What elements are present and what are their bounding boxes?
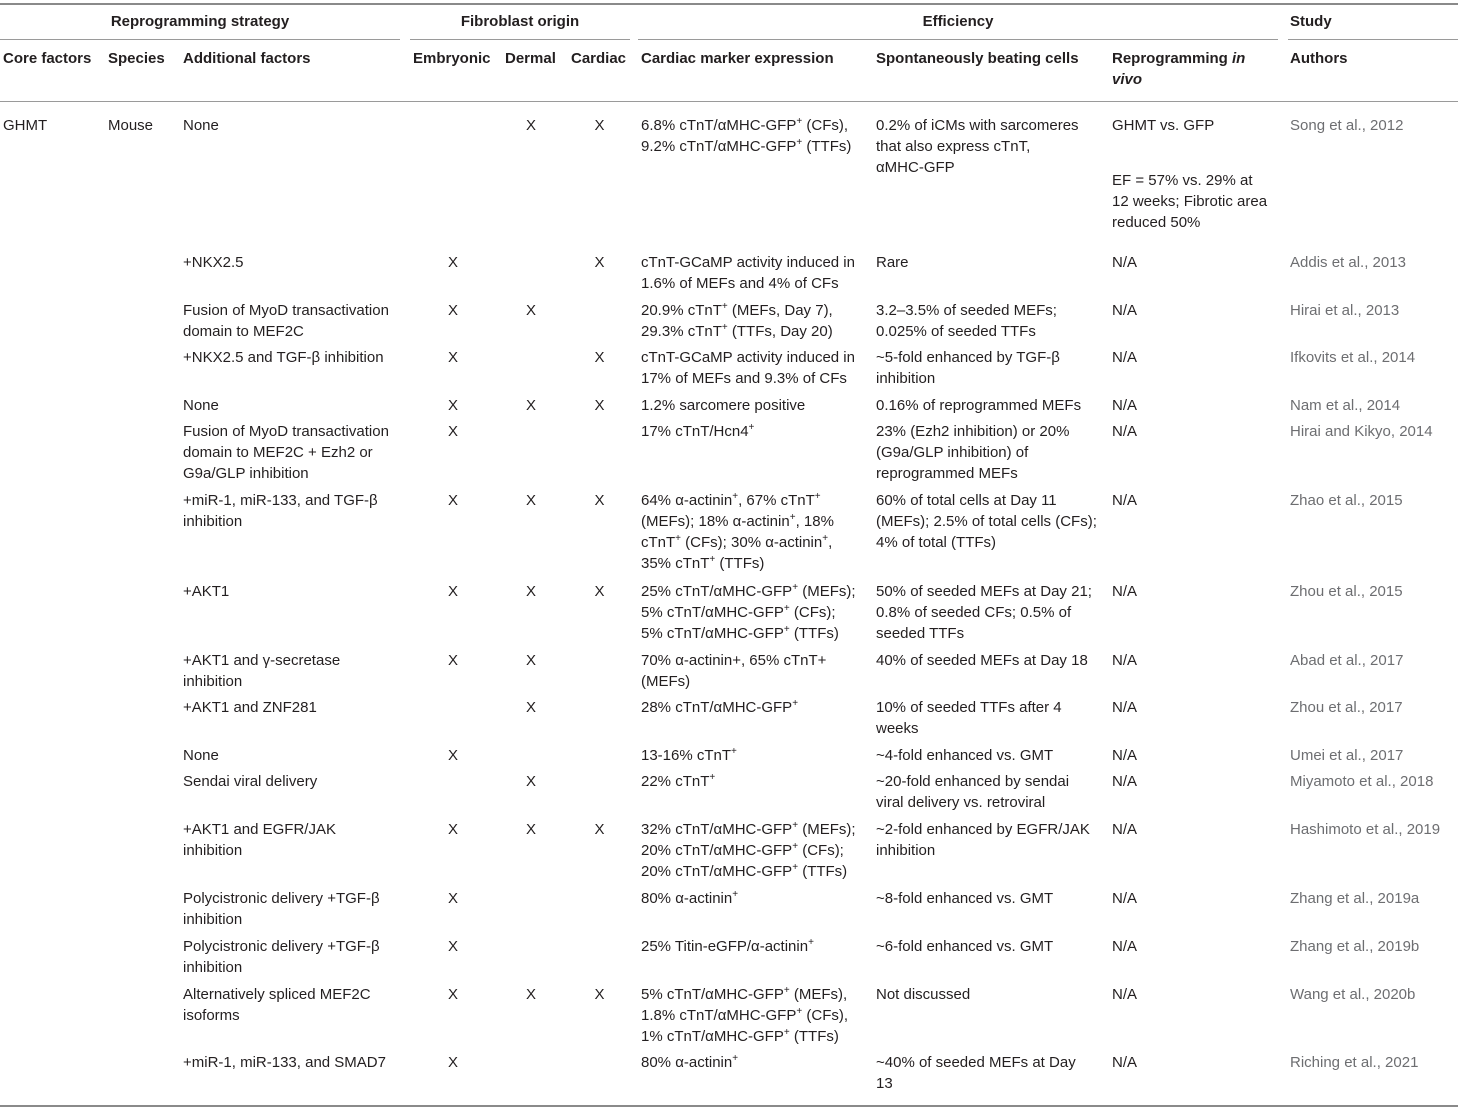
cell-author: Song et al., 2012	[1290, 117, 1404, 134]
cell-cardiac: X	[594, 492, 605, 509]
col-header-dermal: Dermal	[505, 50, 556, 67]
cell-invivo: N/A	[1112, 699, 1138, 716]
cell-dermal: X	[525, 583, 536, 600]
cell-marker: 25% Titin-eGFP/α-actinin+	[641, 937, 814, 955]
cell-beating: ~4-fold enhanced vs. GMT	[876, 747, 1054, 764]
cell-dermal: X	[525, 397, 536, 414]
cell-invivo: N/A	[1112, 938, 1138, 955]
cell-additional: +NKX2.5	[183, 254, 244, 271]
cell-beating: 60% of total cells at Day 11 (MEFs); 2.5% of total cells (CFs); 4% of total (TTFs)	[876, 492, 1097, 551]
cell-embryonic: X	[447, 397, 458, 414]
cell-core: GHMT	[3, 117, 48, 134]
cell-invivo: N/A	[1112, 986, 1138, 1003]
cell-additional: Polycistronic delivery +TGF-β inhibition	[183, 890, 380, 928]
cell-marker: 64% α-actinin+, 67% cTnT+ (MEFs); 18% α-actinin+, 18% cTnT+ (CFs); 30% α-actinin+, 35% cTnT+ (TTFs)	[641, 491, 834, 572]
cell-marker: 5% cTnT/αMHC-GFP+ (MEFs), 1.8% cTnT/αMHC-GFP+ (CFs), 1% cTnT/αMHC-GFP+ (TTFs)	[641, 985, 849, 1045]
cell-marker: 6.8% cTnT/αMHC-GFP+ (CFs), 9.2% cTnT/αMHC-GFP+ (TTFs)	[641, 116, 852, 155]
col-header-authors: Authors	[1290, 50, 1348, 67]
group-header-study: Study	[1290, 13, 1332, 30]
group-header-efficiency: Efficiency	[922, 13, 994, 30]
cell-invivo: N/A	[1112, 773, 1138, 790]
cell-author: Abad et al., 2017	[1290, 652, 1404, 669]
cell-marker: cTnT-GCaMP activity induced in 1.6% of MEFs and 4% of CFs	[641, 254, 855, 292]
cell-beating: 50% of seeded MEFs at Day 21; 0.8% of seeded CFs; 0.5% of seeded TTFs	[876, 583, 1092, 642]
cell-additional: None	[183, 747, 219, 764]
cell-author: Hirai and Kikyo, 2014	[1290, 423, 1433, 440]
cell-cardiac: X	[594, 821, 605, 838]
cell-dermal: X	[525, 492, 536, 509]
cell-dermal: X	[525, 821, 536, 838]
cell-embryonic: X	[447, 423, 458, 440]
cell-cardiac: X	[594, 254, 605, 271]
cell-author: Zhou et al., 2015	[1290, 583, 1403, 600]
cell-author: Hirai et al., 2013	[1290, 302, 1400, 319]
cell-additional: +NKX2.5 and TGF-β inhibition	[183, 349, 384, 366]
cell-invivo: N/A	[1112, 423, 1138, 440]
cell-embryonic: X	[447, 254, 458, 271]
cell-beating: 0.16% of reprogrammed MEFs	[876, 397, 1082, 414]
cell-beating: 3.2–3.5% of seeded MEFs; 0.025% of seeded TTFs	[876, 302, 1057, 340]
cell-author: Hashimoto et al., 2019	[1290, 821, 1441, 838]
col-header-invivo-italic-vivo: vivo	[1112, 71, 1143, 88]
table-bottom-rule	[0, 1105, 1458, 1107]
cell-author: Ifkovits et al., 2014	[1290, 349, 1416, 366]
cell-embryonic: X	[447, 492, 458, 509]
cell-invivo: N/A	[1112, 492, 1138, 509]
cell-marker: 20.9% cTnT+ (MEFs, Day 7), 29.3% cTnT+ (TTFs, Day 20)	[641, 301, 833, 340]
col-header-invivo-italic-in: in	[1232, 50, 1246, 67]
cell-beating: 10% of seeded TTFs after 4 weeks	[876, 699, 1062, 737]
cell-beating: 0.2% of iCMs with sarcomeres that also express cTnT, αMHC-GFP	[876, 117, 1079, 176]
col-header-species: Species	[108, 50, 165, 67]
cell-marker: 17% cTnT/Hcn4+	[641, 422, 755, 440]
cell-dermal: X	[525, 699, 536, 716]
cell-author: Nam et al., 2014	[1290, 397, 1401, 414]
group-header-strategy: Reprogramming strategy	[110, 13, 290, 30]
cell-additional: +miR-1, miR-133, and SMAD7	[183, 1054, 386, 1071]
col-header-invivo	[1112, 48, 1282, 90]
header-bottom-rule	[0, 101, 1458, 102]
cell-author: Wang et al., 2020b	[1290, 986, 1416, 1003]
cell-embryonic: X	[447, 890, 458, 907]
col-header-core: Core factors	[3, 50, 92, 67]
cell-invivo: N/A	[1112, 349, 1138, 366]
cell-author: Zhang et al., 2019a	[1290, 890, 1420, 907]
cell-additional: +AKT1	[183, 583, 230, 600]
cell-marker: 13-16% cTnT+	[641, 746, 737, 764]
cell-additional: Alternatively spliced MEF2C isoforms	[183, 986, 371, 1024]
cell-embryonic: X	[447, 986, 458, 1003]
cell-embryonic: X	[447, 1054, 458, 1071]
cell-additional: +AKT1 and ZNF281	[183, 699, 317, 716]
group-rule-study	[1288, 39, 1458, 40]
cell-marker: cTnT-GCaMP activity induced in 17% of MEFs and 9.3% of CFs	[641, 349, 855, 387]
cell-dermal: X	[525, 117, 536, 134]
cell-marker: 28% cTnT/αMHC-GFP+	[641, 698, 799, 716]
cell-invivo: N/A	[1112, 747, 1138, 764]
cell-additional: Sendai viral delivery	[183, 773, 318, 790]
table-top-rule	[0, 3, 1458, 5]
group-rule-origin	[410, 39, 630, 40]
group-rule-efficiency	[638, 39, 1278, 40]
group-rule-strategy	[0, 39, 400, 40]
cell-beating: ~40% of seeded MEFs at Day 13	[876, 1054, 1076, 1092]
col-header-invivo-text: Reprogramming	[1112, 50, 1233, 67]
col-header-embryonic: Embryonic	[413, 50, 491, 67]
cell-invivo: N/A	[1112, 397, 1138, 414]
col-header-marker: Cardiac marker expression	[641, 50, 834, 67]
cell-cardiac: X	[594, 986, 605, 1003]
cell-author: Riching et al., 2021	[1290, 1054, 1419, 1071]
cell-embryonic: X	[447, 349, 458, 366]
col-header-cardiac: Cardiac	[571, 50, 627, 67]
cell-embryonic: X	[447, 583, 458, 600]
cell-marker: 70% α-actinin+, 65% cTnT+ (MEFs)	[641, 652, 827, 690]
cell-additional: +AKT1 and γ-secretase inhibition	[183, 652, 341, 690]
cell-additional: None	[183, 117, 219, 134]
group-header-origin: Fibroblast origin	[460, 13, 580, 30]
cell-invivo: N/A	[1112, 890, 1138, 907]
cell-marker: 25% cTnT/αMHC-GFP+ (MEFs); 5% cTnT/αMHC-GFP+ (CFs); 5% cTnT/αMHC-GFP+ (TTFs)	[641, 582, 856, 642]
cell-embryonic: X	[447, 938, 458, 955]
cell-beating: Rare	[876, 254, 909, 271]
cell-invivo: N/A	[1112, 652, 1138, 669]
cell-additional: +AKT1 and EGFR/JAK inhibition	[183, 821, 336, 859]
cell-embryonic: X	[447, 821, 458, 838]
cell-invivo: N/A	[1112, 1054, 1138, 1071]
cell-cardiac: X	[594, 349, 605, 366]
cell-author: Zhao et al., 2015	[1290, 492, 1403, 509]
cell-marker: 32% cTnT/αMHC-GFP+ (MEFs); 20% cTnT/αMHC-GFP+ (CFs); 20% cTnT/αMHC-GFP+ (TTFs)	[641, 820, 856, 880]
cell-beating: ~6-fold enhanced vs. GMT	[876, 938, 1054, 955]
cell-invivo: GHMT vs. GFP EF = 57% vs. 29% at 12 weeks; Fibrotic area reduced 50%	[1112, 117, 1268, 231]
cell-marker: 80% α-actinin+	[641, 1053, 739, 1071]
cell-embryonic: X	[447, 747, 458, 764]
cell-author: Addis et al., 2013	[1290, 254, 1406, 271]
cell-marker: 80% α-actinin+	[641, 889, 739, 907]
cell-cardiac: X	[594, 397, 605, 414]
cell-dermal: X	[525, 302, 536, 319]
cell-embryonic: X	[447, 652, 458, 669]
cell-dermal: X	[525, 986, 536, 1003]
col-header-beating: Spontaneously beating cells	[876, 50, 1079, 67]
cell-beating: 23% (Ezh2 inhibition) or 20% (G9a/GLP inhibition) of reprogrammed MEFs	[876, 423, 1070, 482]
cell-additional: Fusion of MyoD transactivation domain to MEF2C + Ezh2 or G9a/GLP inhibition	[183, 423, 389, 482]
cell-beating: Not discussed	[876, 986, 971, 1003]
cell-embryonic: X	[447, 302, 458, 319]
cell-invivo: N/A	[1112, 254, 1138, 271]
cell-species: Mouse	[108, 117, 154, 134]
cell-dermal: X	[525, 652, 536, 669]
cell-beating: ~20-fold enhanced by sendai viral delivery vs. retroviral	[876, 773, 1070, 811]
cell-beating: ~2-fold enhanced by EGFR/JAK inhibition	[876, 821, 1090, 859]
cell-beating: 40% of seeded MEFs at Day 18	[876, 652, 1088, 669]
cell-invivo: N/A	[1112, 583, 1138, 600]
cell-invivo: N/A	[1112, 821, 1138, 838]
cell-author: Zhou et al., 2017	[1290, 699, 1403, 716]
cell-cardiac: X	[594, 583, 605, 600]
cell-marker: 22% cTnT+	[641, 772, 716, 790]
cell-marker: 1.2% sarcomere positive	[641, 397, 806, 414]
cell-author: Umei et al., 2017	[1290, 747, 1404, 764]
cell-author: Zhang et al., 2019b	[1290, 938, 1420, 955]
cell-additional: +miR-1, miR-133, and TGF-β inhibition	[183, 492, 378, 530]
cell-author: Miyamoto et al., 2018	[1290, 773, 1434, 790]
cell-dermal: X	[525, 773, 536, 790]
col-header-additional: Additional factors	[183, 50, 311, 67]
cell-additional: Fusion of MyoD transactivation domain to MEF2C	[183, 302, 389, 340]
cell-beating: ~5-fold enhanced by TGF-β inhibition	[876, 349, 1060, 387]
cell-cardiac: X	[594, 117, 605, 134]
cell-additional: Polycistronic delivery +TGF-β inhibition	[183, 938, 380, 976]
cell-additional: None	[183, 397, 219, 414]
cell-invivo: N/A	[1112, 302, 1138, 319]
cell-beating: ~8-fold enhanced vs. GMT	[876, 890, 1054, 907]
